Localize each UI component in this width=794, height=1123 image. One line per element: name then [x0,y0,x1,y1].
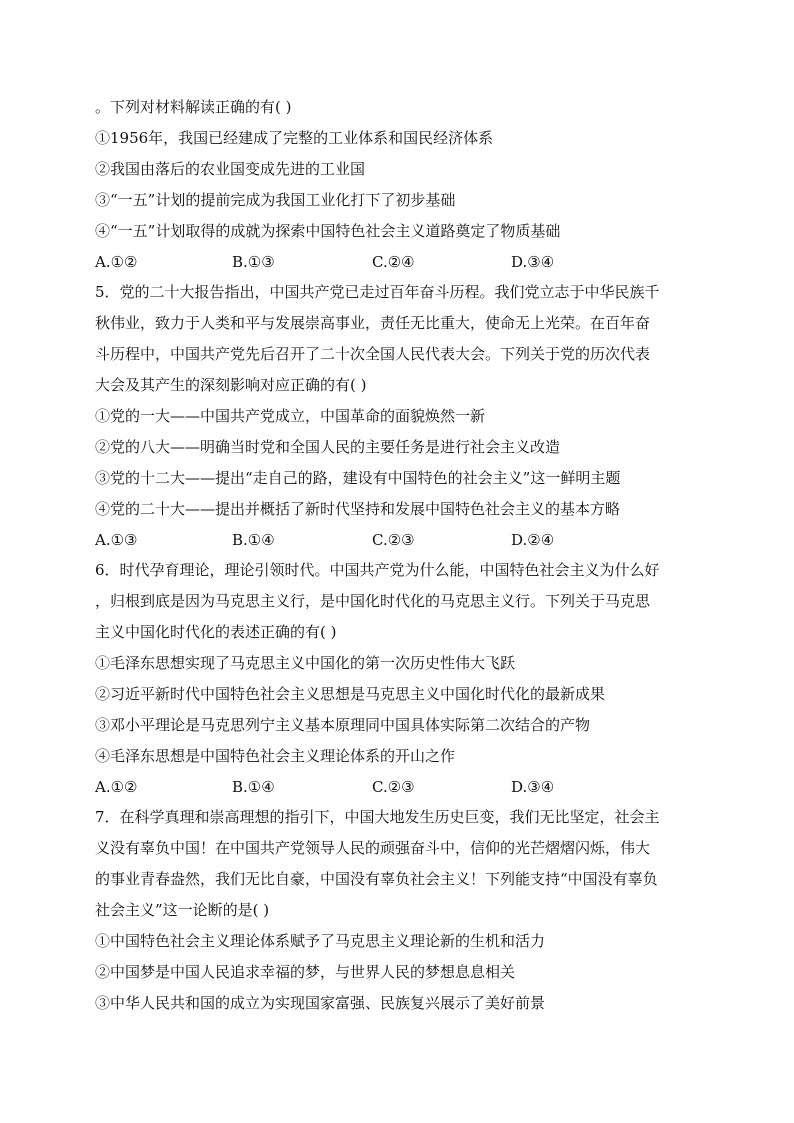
q4-options [95,252,715,272]
q5-option-c: C.②③ [372,531,415,549]
q4-item-3: ③“一五”计划的提前完成为我国工业化打下了初步基础 [95,191,456,209]
q7-item-1: ①中国特色社会主义理论体系赋予了马克思主义理论新的生机和活力 [95,932,546,950]
q5-item-3: ③党的十二大——提出“走自己的路，建设有中国特色的社会主义”这一鲜明主题 [95,469,621,487]
q6-option-b: B.①④ [232,778,275,796]
q6-item-2: ②习近平新时代中国特色社会主义思想是马克思主义中国化时代化的最新成果 [95,685,606,703]
q6-item-3: ③邓小平理论是马克思列宁主义基本原理同中国具体实际第二次结合的产物 [95,716,591,734]
q7-stem-line-2: 义没有辜负中国！在中国共产党领导人民的顽强奋斗中，信仰的光芒熠熠闪烁，伟大 [95,839,651,857]
q7-stem-line-3: 的事业青春盎然，我们无比自豪，中国没有辜负社会主义！下列能支持“中国没有辜负 [95,870,658,888]
q6-options [95,777,715,797]
q6-stem-line-1: 6．时代孕育理论，理论引领时代。中国共产党为什么能，中国特色社会主义为什么好 [95,561,660,579]
q5-item-4: ④党的二十大——提出并概括了新时代坚持和发展中国特色社会主义的基本方略 [95,500,621,518]
q4-option-c: C.②④ [372,253,415,271]
q6-item-1: ①毛泽东思想实现了马克思主义中国化的第一次历史性伟大飞跃 [95,654,516,672]
q7-item-2: ②中国梦是中国人民追求幸福的梦，与世界人民的梦想息息相关 [95,963,516,981]
q6-option-a: A.①② [95,778,138,796]
q5-option-a: A.①③ [95,531,138,549]
q7-stem-line-4: 社会主义”这一论断的是( ) [95,901,270,919]
q5-option-d: D.②④ [511,531,555,549]
q4-option-d: D.③④ [511,253,555,271]
q4-item-4: ④“一五”计划取得的成就为探索中国特色社会主义道路奠定了物质基础 [95,222,561,240]
q5-item-2: ②党的八大——明确当时党和全国人民的主要任务是进行社会主义改造 [95,438,561,456]
q5-stem-line-3: 斗历程中，中国共产党先后召开了二十次全国人民代表大会。下列关于党的历次代表 [95,345,651,363]
q5-options [95,530,715,550]
q5-item-1: ①党的一大——中国共产党成立，中国革命的面貌焕然一新 [95,407,486,425]
q5-stem-line-4: 大会及其产生的深刻影响对应正确的有( ) [95,376,367,394]
q4-item-1: ①1956年，我国已经建成了完整的工业体系和国民经济体系 [95,129,494,147]
q6-item-4: ④毛泽东思想是中国特色社会主义理论体系的开山之作 [95,747,456,765]
q6-stem-line-2: ，归根到底是因为马克思主义行，是中国化时代化的马克思主义行。下列关于马克思 [95,592,651,610]
q5-option-b: B.①④ [232,531,275,549]
q4-stem: 。下列对材料解读正确的有( ) [95,98,292,116]
q7-stem-line-1: 7．在科学真理和崇高理想的指引下，中国大地发生历史巨变，我们无比坚定，社会主 [95,808,660,826]
q4-option-a: A.①② [95,253,138,271]
q7-item-3: ③中华人民共和国的成立为实现国家富强、民族复兴展示了美好前景 [95,994,546,1012]
q4-option-b: B.①③ [232,253,275,271]
q6-stem-line-3: 主义中国化时代化的表述正确的有( ) [95,623,337,641]
q4-item-2: ②我国由落后的农业国变成先进的工业国 [95,160,366,178]
q6-option-d: D.③④ [511,778,555,796]
q6-option-c: C.②③ [372,778,415,796]
q5-stem-line-1: 5．党的二十大报告指出，中国共产党已走过百年奋斗历程。我们党立志于中华民族千 [95,283,660,301]
q5-stem-line-2: 秋伟业，致力于人类和平与发展崇高事业，责任无比重大，使命无上光荣。在百年奋 [95,314,651,332]
